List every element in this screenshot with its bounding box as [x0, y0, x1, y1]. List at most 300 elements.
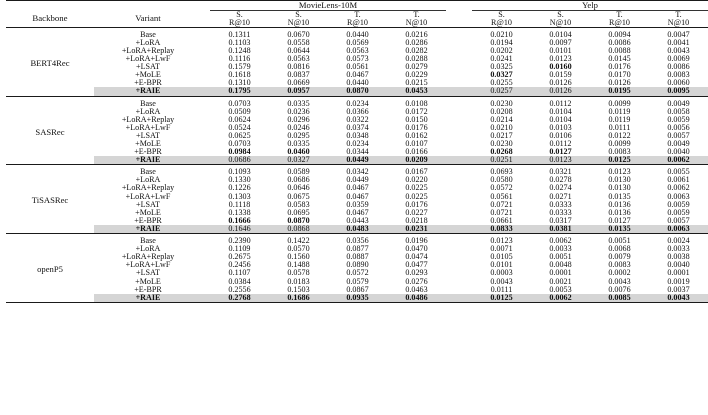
backbone-name: openP5 [37, 264, 63, 275]
metric-value: 0.0230 [490, 139, 513, 148]
metric-value: 0.0509 [228, 106, 251, 116]
variant-name: Base [140, 167, 156, 177]
header-variant: Variant [135, 13, 161, 24]
metric-value: 0.0024 [667, 236, 690, 246]
metric-value: 0.0062 [531, 294, 590, 302]
metric-value: 0.0225 [405, 191, 428, 201]
column-gap [202, 132, 210, 140]
table-row [6, 87, 708, 95]
metric-value: 0.0579 [346, 276, 369, 286]
metric-value: 0.0061 [667, 175, 690, 185]
metric-value: 0.0580 [490, 175, 513, 185]
dataset-gap [446, 245, 472, 253]
metric-value: 0.0059 [667, 199, 690, 209]
metric-value: 0.0210 [490, 29, 513, 39]
metric-value: 0.0056 [667, 122, 690, 132]
metric-header-4-top: S. [498, 9, 505, 19]
metric-value: 0.0119 [608, 114, 631, 124]
metric-value: 0.1107 [228, 268, 251, 278]
metric-header-3-top: T. [413, 9, 420, 19]
metric-value: 0.0384 [228, 276, 251, 286]
metric-value: 0.1103 [228, 37, 251, 47]
metric-value: 0.0083 [608, 147, 631, 157]
metric-value: 0.0686 [210, 156, 269, 164]
metric-value: 0.0111 [608, 122, 631, 132]
metric-value: 0.0703 [228, 98, 251, 108]
metric-value: 0.0225 [405, 183, 428, 193]
metric-value: 0.0293 [405, 268, 428, 278]
variant-name: +RAIE [94, 156, 202, 164]
column-gap [202, 116, 210, 124]
metric-value: 0.0624 [228, 114, 251, 124]
metric-value: 0.0335 [287, 98, 310, 108]
variant-name: +LoRA [135, 175, 161, 185]
metric-value: 0.0040 [667, 260, 690, 270]
metric-value: 0.0703 [228, 139, 251, 148]
metric-value: 0.0661 [490, 215, 513, 225]
metric-value: 0.0295 [287, 130, 310, 140]
metric-value: 0.2456 [228, 260, 251, 270]
metric-value: 0.1109 [228, 244, 251, 254]
metric-value: 0.0136 [608, 207, 631, 217]
column-gap [202, 47, 210, 55]
metric-value: 0.0646 [287, 183, 310, 193]
metric-value: 0.2390 [228, 236, 251, 246]
metric-value: 0.0123 [549, 54, 572, 64]
metric-value: 0.0051 [549, 252, 572, 262]
table-body [6, 27, 708, 302]
table-row [6, 294, 708, 302]
metric-value: 0.0130 [608, 183, 631, 193]
metric-value: 0.0227 [405, 207, 428, 217]
variant-name: +LoRA [135, 37, 161, 47]
dataset-gap [446, 108, 472, 116]
metric-value: 0.0470 [405, 244, 428, 254]
metric-value: 0.0136 [608, 199, 631, 209]
metric-value: 0.0062 [549, 236, 572, 246]
metric-value: 0.0107 [405, 139, 428, 148]
metric-value: 0.0321 [549, 167, 572, 177]
metric-value: 0.0563 [287, 54, 310, 64]
variant-name: +LoRA+Replay [121, 45, 175, 55]
column-gap [202, 124, 210, 132]
metric-value: 0.0062 [649, 156, 708, 164]
metric-value: 0.0218 [405, 215, 428, 225]
metric-value: 0.0086 [667, 62, 690, 72]
column-gap [202, 261, 210, 269]
metric-value: 0.0037 [667, 284, 690, 294]
metric-value: 0.0251 [472, 156, 531, 164]
variant-name: +RAIE [94, 294, 202, 302]
metric-value: 0.0049 [667, 139, 690, 148]
header-backbone: Backbone [32, 13, 68, 24]
variant-name: +LoRA+Replay [121, 114, 175, 124]
metric-value: 0.0049 [667, 98, 690, 108]
metric-value: 0.0467 [346, 183, 369, 193]
metric-value: 0.0483 [328, 225, 387, 233]
metric-value: 0.0693 [490, 167, 513, 177]
metric-value: 0.0166 [405, 147, 428, 157]
metric-value: 0.1338 [228, 207, 251, 217]
metric-value: 0.0069 [667, 54, 690, 64]
metric-value: 0.0194 [490, 37, 513, 47]
metric-value: 0.0122 [608, 130, 631, 140]
metric-value: 0.0123 [608, 167, 631, 177]
dataset-gap [446, 225, 472, 233]
dataset-gap [446, 209, 472, 217]
metric-value: 0.0195 [590, 87, 649, 95]
dataset-gap [446, 294, 472, 302]
metric-value: 0.1118 [228, 199, 251, 209]
metric-value: 0.1310 [228, 78, 251, 88]
dataset-gap [446, 71, 472, 79]
variant-name: +E-BPR [134, 215, 162, 225]
table-header [6, 1, 708, 28]
metric-value: 0.0572 [346, 268, 369, 278]
metric-value: 0.0335 [287, 139, 310, 148]
metric-value: 0.1666 [228, 215, 251, 225]
metric-value: 0.0160 [549, 62, 572, 72]
metric-value: 0.0276 [405, 276, 428, 286]
variant-name: +LoRA+LwF [125, 54, 171, 64]
column-gap [202, 176, 210, 184]
metric-value: 0.0322 [346, 114, 369, 124]
metric-value: 0.0644 [287, 45, 310, 55]
metric-value: 0.0583 [287, 199, 310, 209]
metric-value: 0.0183 [287, 276, 310, 286]
metric-value: 0.0984 [228, 147, 251, 157]
metric-value: 0.0094 [608, 29, 631, 39]
metric-value: 0.0135 [590, 225, 649, 233]
variant-name: +E-BPR [134, 284, 162, 294]
column-gap [202, 108, 210, 116]
metric-value: 0.0721 [490, 199, 513, 209]
column-gap [202, 269, 210, 277]
metric-value: 0.0076 [608, 284, 631, 294]
metric-value: 0.0125 [472, 294, 531, 302]
metric-value: 0.0040 [667, 147, 690, 157]
metric-value: 0.0833 [472, 225, 531, 233]
metric-value: 0.0112 [549, 98, 572, 108]
rule-table-bottom [6, 302, 708, 303]
column-gap [202, 71, 210, 79]
backbone-name: BERT4Rec [30, 57, 70, 68]
variant-name: +LoRA+LwF [125, 260, 171, 270]
dataset-gap [446, 100, 472, 108]
column-gap [202, 55, 210, 63]
metric-value: 0.0079 [608, 252, 631, 262]
metric-value: 0.0486 [387, 294, 446, 302]
metric-value: 0.0043 [490, 276, 513, 286]
metric-value: 0.0123 [531, 156, 590, 164]
variant-name: +E-BPR [134, 78, 162, 88]
metric-value: 0.0229 [405, 70, 428, 80]
metric-value: 0.0241 [490, 54, 513, 64]
dataset-gap [446, 261, 472, 269]
metric-value: 0.0112 [549, 139, 572, 148]
variant-name: +E-BPR [134, 147, 162, 157]
column-gap [202, 286, 210, 294]
column-gap [202, 140, 210, 148]
metric-value: 0.0286 [405, 37, 428, 47]
dataset-gap [446, 87, 472, 95]
metric-value: 0.0145 [608, 54, 631, 64]
metric-value: 0.0327 [269, 156, 328, 164]
dataset-gap [446, 132, 472, 140]
metric-value: 0.0325 [490, 62, 513, 72]
metric-value: 0.0172 [405, 106, 428, 116]
metric-value: 0.0047 [667, 29, 690, 39]
metric-value: 0.1303 [228, 191, 251, 201]
metric-value: 0.0216 [405, 29, 428, 39]
metric-value: 0.0176 [405, 199, 428, 209]
metric-value: 0.0669 [287, 78, 310, 88]
column-gap [202, 31, 210, 39]
metric-value: 0.0088 [608, 45, 631, 55]
backbone-name: TiSASRec [31, 195, 69, 206]
metric-value: 0.0104 [549, 106, 572, 116]
metric-value: 0.0033 [667, 244, 690, 254]
metric-header-5-top: S. [557, 9, 564, 19]
metric-value: 0.0209 [387, 156, 446, 164]
metric-value: 0.0230 [490, 98, 513, 108]
metric-value: 0.0097 [549, 37, 572, 47]
metric-value: 0.0108 [405, 98, 428, 108]
metric-value: 0.0625 [228, 130, 251, 140]
rule-cell [6, 302, 708, 303]
metric-value: 0.2768 [210, 294, 269, 302]
metric-value: 0.1560 [287, 252, 310, 262]
metric-value: 0.0127 [549, 147, 572, 157]
metric-value: 0.0159 [549, 70, 572, 80]
variant-name: +LoRA [135, 244, 161, 254]
column-gap [202, 39, 210, 47]
metric-value: 0.0059 [667, 207, 690, 217]
variant-name: +LoRA+LwF [125, 191, 171, 201]
metric-value: 0.0059 [667, 114, 690, 124]
metric-value: 0.0569 [346, 37, 369, 47]
metric-value: 0.1646 [210, 225, 269, 233]
column-gap [202, 294, 210, 302]
metric-value: 0.0460 [287, 147, 310, 157]
metric-value: 0.0440 [346, 78, 369, 88]
metric-value: 0.0870 [328, 87, 387, 95]
dataset-gap [446, 176, 472, 184]
metric-value: 0.0001 [549, 268, 572, 278]
metric-value: 0.0246 [287, 122, 310, 132]
metric-value: 0.1618 [228, 70, 251, 80]
metric-value: 0.0563 [346, 45, 369, 55]
metric-value: 0.0453 [387, 87, 446, 95]
variant-name: +LoRA+Replay [121, 183, 175, 193]
metric-value: 0.0887 [346, 252, 369, 262]
metric-value: 0.0162 [405, 130, 428, 140]
column-gap [202, 209, 210, 217]
column-gap [202, 100, 210, 108]
metric-header-1-top: S. [295, 9, 302, 19]
metric-value: 0.0002 [608, 268, 631, 278]
dataset-group-yelp: Yelp [582, 0, 598, 10]
variant-name: +LSAT [136, 62, 160, 72]
metric-value: 0.0288 [405, 54, 428, 64]
metric-value: 0.0467 [346, 191, 369, 201]
metric-value: 0.0463 [405, 284, 428, 294]
metric-value: 0.2556 [228, 284, 251, 294]
metric-value: 0.1422 [287, 236, 310, 246]
dataset-gap [446, 116, 472, 124]
variant-name: +MoLE [135, 207, 161, 217]
column-gap [202, 253, 210, 261]
dataset-group-row [6, 1, 708, 10]
metric-value: 0.0126 [531, 87, 590, 95]
metric-value: 0.0440 [346, 29, 369, 39]
metric-value: 0.0868 [269, 225, 328, 233]
metric-value: 0.0274 [549, 183, 572, 193]
metric-header-0-top: S. [236, 9, 243, 19]
metric-value: 0.0467 [346, 70, 369, 80]
metric-value: 0.0057 [667, 215, 690, 225]
dataset-gap [446, 217, 472, 225]
metric-value: 0.1226 [228, 183, 251, 193]
metric-value: 0.0282 [405, 45, 428, 55]
metric-value: 0.0257 [472, 87, 531, 95]
dataset-group-movielens: MovieLens-10M [298, 0, 358, 10]
metric-value: 0.0060 [667, 78, 690, 88]
metric-value: 0.0202 [490, 45, 513, 55]
metric-value: 0.0176 [405, 122, 428, 132]
metric-value: 0.0125 [590, 156, 649, 164]
metric-value: 0.0443 [346, 215, 369, 225]
metric-value: 0.0572 [490, 183, 513, 193]
metric-value: 0.0477 [405, 260, 428, 270]
metric-header-1-bottom: N@10 [287, 17, 310, 27]
metric-value: 0.0234 [346, 98, 369, 108]
metric-header-4-bottom: R@10 [491, 17, 512, 27]
metric-value: 0.0167 [405, 167, 428, 177]
metric-value: 0.1116 [228, 54, 251, 64]
table-row [6, 156, 708, 164]
metric-value: 0.0558 [287, 37, 310, 47]
metric-value: 0.0366 [346, 106, 369, 116]
variant-name: +LoRA [135, 106, 161, 116]
metric-header-2-bottom: R@10 [347, 17, 368, 27]
variant-name: Base [140, 236, 156, 246]
metric-header-2-top: T. [354, 9, 361, 19]
metric-value: 0.1686 [269, 294, 328, 302]
metric-value: 0.0150 [405, 114, 428, 124]
metric-value: 0.0236 [287, 106, 310, 116]
metric-value: 0.0104 [549, 29, 572, 39]
metric-value: 0.0043 [608, 276, 631, 286]
metric-value: 0.0279 [405, 62, 428, 72]
metric-value: 0.0234 [346, 139, 369, 148]
metric-value: 0.1093 [228, 167, 251, 177]
metric-value: 0.0686 [287, 175, 310, 185]
column-gap [202, 201, 210, 209]
variant-name: +LSAT [136, 130, 160, 140]
metric-value: 0.0333 [549, 207, 572, 217]
metric-value: 0.0208 [490, 106, 513, 116]
metric-value: 0.0068 [608, 244, 631, 254]
metric-value: 0.0217 [490, 130, 513, 140]
metric-value: 0.0058 [667, 106, 690, 116]
dataset-gap [446, 140, 472, 148]
metric-value: 0.0317 [549, 215, 572, 225]
metric-header-0-bottom: R@10 [229, 17, 250, 27]
column-gap [202, 148, 210, 156]
metric-header-7-top: T. [675, 9, 682, 19]
metric-value: 0.0043 [649, 294, 708, 302]
metric-value: 0.0062 [667, 183, 690, 193]
metric-value: 0.0003 [490, 268, 513, 278]
metric-value: 0.0063 [667, 191, 690, 201]
metric-value: 0.1488 [287, 260, 310, 270]
variant-name: Base [140, 29, 156, 39]
metric-value: 0.0086 [608, 37, 631, 47]
dataset-gap [446, 124, 472, 132]
metric-value: 0.0101 [549, 45, 572, 55]
metric-value: 0.0348 [346, 130, 369, 140]
variant-name: +MoLE [135, 70, 161, 80]
metric-value: 0.0327 [490, 70, 513, 80]
metric-value: 0.0721 [490, 207, 513, 217]
metric-value: 0.0561 [346, 62, 369, 72]
metric-value: 0.0106 [549, 130, 572, 140]
variant-name: +LoRA+LwF [125, 122, 171, 132]
column-gap [202, 87, 210, 95]
metric-value: 0.0255 [490, 78, 513, 88]
metric-value: 0.0053 [549, 284, 572, 294]
column-gap [202, 63, 210, 71]
metric-value: 0.0210 [490, 122, 513, 132]
column-gap [202, 79, 210, 87]
metric-value: 0.0103 [549, 122, 572, 132]
dataset-gap [446, 237, 472, 245]
variant-name: +LoRA+Replay [121, 252, 175, 262]
metric-value: 0.0111 [490, 284, 513, 294]
metric-value: 0.0359 [346, 199, 369, 209]
metric-value: 0.1503 [287, 284, 310, 294]
metric-value: 0.0935 [328, 294, 387, 302]
dataset-gap [446, 253, 472, 261]
dataset-gap [446, 193, 472, 201]
metric-value: 0.0041 [667, 37, 690, 47]
metric-value: 0.0877 [346, 244, 369, 254]
metric-value: 0.1311 [228, 29, 251, 39]
metric-value: 0.0001 [667, 268, 690, 278]
metric-value: 0.0126 [549, 78, 572, 88]
metric-value: 0.1330 [228, 175, 251, 185]
variant-name: +LSAT [136, 268, 160, 278]
metric-header-6-top: T. [616, 9, 623, 19]
dataset-gap [446, 79, 472, 87]
metric-header-7-bottom: N@10 [667, 17, 690, 27]
column-gap [202, 168, 210, 176]
metric-value: 0.0099 [608, 139, 631, 148]
metric-value: 0.0333 [549, 199, 572, 209]
dataset-gap [446, 39, 472, 47]
dataset-gap [446, 148, 472, 156]
dataset-gap [446, 184, 472, 192]
metric-value: 0.0867 [346, 284, 369, 294]
column-gap [202, 156, 210, 164]
metric-value: 0.0381 [531, 225, 590, 233]
column-gap [202, 245, 210, 253]
metric-value: 0.0019 [667, 276, 690, 286]
metric-value: 0.0055 [667, 167, 690, 177]
metric-value: 0.0127 [608, 215, 631, 225]
metric-value: 0.0890 [346, 260, 369, 270]
